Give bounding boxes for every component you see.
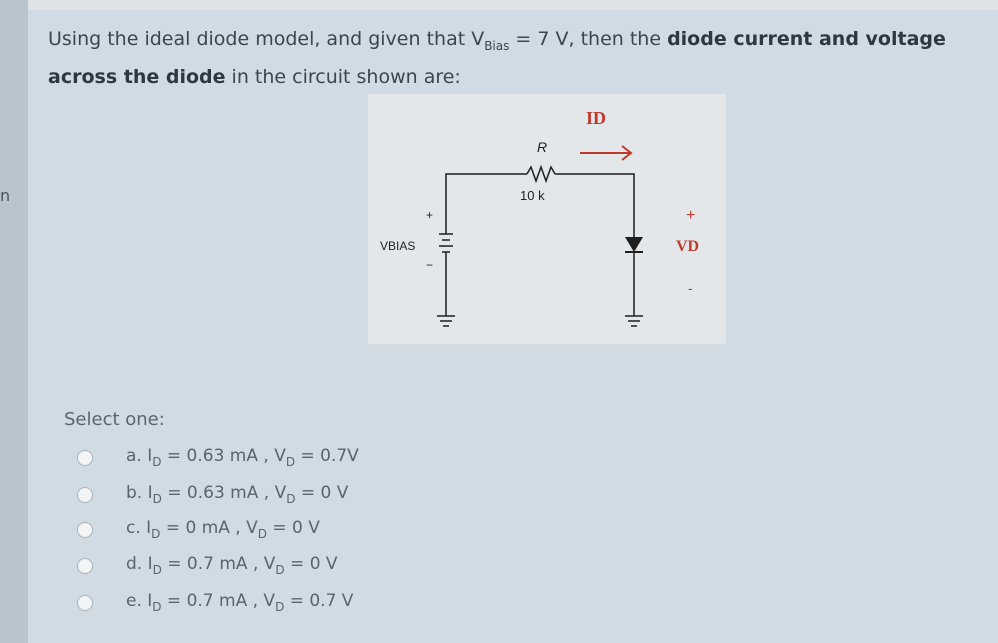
option-mid: = 0.63 mA , V	[161, 483, 287, 503]
radio-button[interactable]	[77, 558, 93, 574]
vbias-label: VBIAS	[380, 239, 416, 253]
subscript-d: D	[152, 492, 162, 506]
option-prefix: c. I	[126, 518, 152, 538]
subscript-d: D	[275, 563, 285, 577]
option-c[interactable]	[70, 516, 470, 546]
option-label	[126, 518, 320, 541]
option-end: = 0 V	[295, 483, 349, 503]
question-line2-end: in the circuit shown are:	[225, 66, 461, 88]
left-margin	[0, 0, 28, 643]
question-line1-mid: = 7 V, then the	[509, 28, 668, 50]
question-text	[48, 24, 993, 93]
vbias-subscript: Bias	[484, 39, 510, 53]
option-mid: = 0 mA , V	[160, 518, 258, 538]
left-margin-glyph: n	[0, 186, 11, 205]
option-b[interactable]	[70, 481, 470, 511]
option-a[interactable]	[70, 444, 470, 474]
battery-minus: −	[426, 258, 434, 272]
vd-minus: -	[688, 280, 693, 296]
option-prefix: b. I	[126, 483, 153, 503]
subscript-d: D	[257, 527, 267, 541]
resistor-value: 10 k	[520, 188, 545, 203]
top-strip	[0, 0, 998, 10]
option-prefix: d. I	[126, 554, 153, 574]
option-mid: = 0.7 mA , V	[161, 591, 276, 611]
vd-label: VD	[676, 238, 700, 255]
option-mid: = 0.63 mA , V	[161, 446, 286, 466]
question-line1-start: Using the ideal diode model, and given that V	[48, 28, 485, 50]
wire-left-top	[446, 174, 527, 234]
option-mid: = 0.7 mA , V	[161, 554, 276, 574]
question-bold-1: diode current and voltage	[667, 28, 946, 50]
option-end: = 0 V	[266, 518, 320, 538]
wire-right-top	[555, 174, 634, 237]
diode-triangle	[625, 237, 643, 252]
vd-plus: +	[686, 207, 696, 224]
option-end: = 0 V	[284, 554, 338, 574]
battery-plus: +	[426, 208, 434, 222]
option-label	[126, 554, 338, 577]
select-one-label: Select one:	[64, 409, 165, 430]
option-d[interactable]	[70, 552, 470, 582]
radio-button[interactable]	[77, 450, 93, 466]
question-bold-2: across the diode	[48, 66, 226, 88]
radio-button[interactable]	[77, 595, 93, 611]
id-label: ID	[586, 108, 607, 128]
radio-button[interactable]	[77, 487, 93, 503]
option-prefix: a. I	[126, 446, 153, 466]
option-label	[126, 483, 348, 506]
resistor-label: R	[537, 139, 548, 155]
option-end: = 0.7V	[295, 446, 359, 466]
option-end: = 0.7 V	[284, 591, 354, 611]
subscript-d: D	[152, 563, 162, 577]
circuit-svg	[368, 94, 726, 344]
subscript-d: D	[286, 492, 296, 506]
radio-button[interactable]	[77, 522, 93, 538]
option-prefix: e. I	[126, 591, 153, 611]
subscript-d: D	[152, 455, 162, 469]
subscript-d: D	[152, 600, 162, 614]
option-e[interactable]	[70, 589, 470, 619]
option-label	[126, 591, 353, 614]
resistor-zigzag	[527, 167, 555, 181]
option-label	[126, 446, 359, 469]
subscript-d: D	[285, 455, 296, 469]
subscript-d: D	[275, 600, 285, 614]
subscript-d: D	[151, 527, 161, 541]
circuit-diagram	[368, 94, 726, 344]
